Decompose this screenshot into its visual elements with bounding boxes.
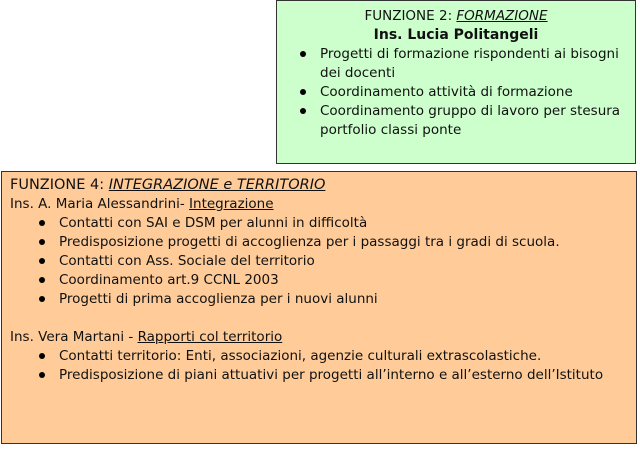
- person-martani: [10, 328, 628, 347]
- funzione-4-prefix: FUNZIONE 4:: [10, 177, 109, 193]
- person-alessandrini: [10, 195, 628, 214]
- list-item: Coordinamento art.9 CCNL 2003: [36, 271, 628, 290]
- list-item: Predisposizione di piani attuativi per progetti all’interno e all’esterno dell’Istituto: [36, 366, 628, 385]
- list-item: Contatti con SAI e DSM per alunni in difficoltà: [36, 214, 628, 233]
- funzione-4-box: [1, 171, 637, 444]
- person-alessandrini-role: Integrazione: [189, 196, 274, 212]
- funzione-2-title: [285, 7, 627, 26]
- list-item: Contatti territorio: Enti, associazioni, agenzie culturali extrascolastiche.: [36, 347, 628, 366]
- martani-list: [10, 347, 628, 385]
- funzione-4-title: [10, 176, 628, 195]
- funzione-2-list: [285, 45, 627, 140]
- alessandrini-list: [10, 214, 628, 309]
- funzione-2-box: [276, 0, 636, 164]
- funzione-2-person: Ins. Lucia Politangeli: [373, 27, 539, 43]
- list-item: Progetti di formazione rispondenti ai bisogni dei docenti: [297, 45, 627, 83]
- list-item: Coordinamento gruppo di lavoro per stesura portfolio classi ponte: [297, 102, 627, 140]
- person-martani-name: Ins. Vera Martani -: [10, 329, 138, 345]
- list-item: Contatti con Ass. Sociale del territorio: [36, 252, 628, 271]
- funzione-2-prefix: FUNZIONE 2:: [364, 8, 457, 24]
- list-item: Coordinamento attività di formazione: [297, 83, 627, 102]
- person-alessandrini-name: Ins. A. Maria Alessandrini-: [10, 196, 190, 212]
- list-item: Progetti di prima accoglienza per i nuovi alunni: [36, 290, 628, 309]
- spacer: [10, 309, 628, 328]
- list-item: Predisposizione progetti di accoglienza per i passaggi tra i gradi di scuola.: [36, 233, 628, 252]
- funzione-4-name: INTEGRAZIONE e TERRITORIO: [108, 177, 326, 193]
- person-martani-role: Rapporti col territorio: [137, 329, 283, 345]
- funzione-2-name: FORMAZIONE: [456, 8, 548, 24]
